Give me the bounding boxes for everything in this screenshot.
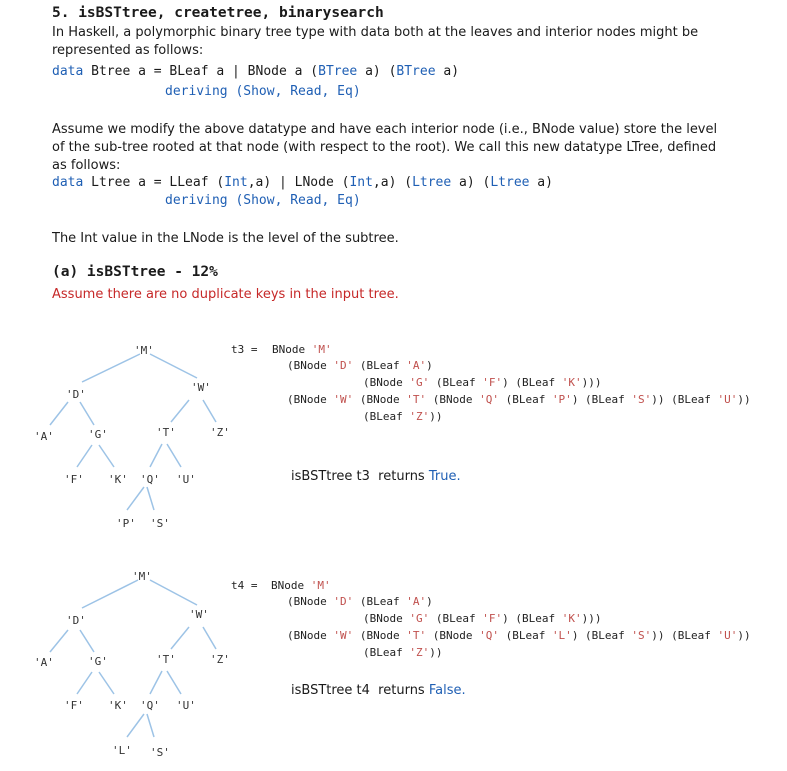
type-name: Ltree (490, 175, 530, 190)
t4-code-line (363, 646, 442, 659)
code-text: a) ( (451, 175, 491, 190)
char-literal: 'Q' (479, 393, 499, 406)
char-literal: 'F' (482, 376, 503, 389)
node-T: 'T' (156, 426, 176, 439)
code-text: (BNode (353, 629, 407, 642)
char-literal: 'U' (717, 393, 738, 406)
tree-edge (203, 400, 216, 422)
tree-edge (82, 354, 140, 382)
code-text: (BLeaf (363, 646, 410, 659)
char-literal: 'S' (631, 629, 652, 642)
code-text: )) (BLeaf (651, 629, 718, 642)
char-literal: 'T' (406, 629, 427, 642)
node-F: 'F' (64, 473, 84, 486)
char-literal: 'Z' (409, 646, 430, 659)
t3-code-line (287, 359, 433, 372)
node-K: 'K' (108, 473, 128, 486)
type-name: Ltree (412, 175, 452, 190)
node-S: 'S' (150, 517, 170, 530)
code-text: )) (737, 629, 751, 642)
code-text: (BLeaf (498, 393, 552, 406)
tree-edge (82, 580, 138, 608)
part-a-assumption: Assume there are no duplicate keys in the input tree. (52, 287, 399, 302)
code-text: BNode (272, 343, 312, 356)
code-text: (BNode (363, 612, 410, 625)
type-name: Int (349, 175, 373, 190)
code-text: (BLeaf (429, 612, 483, 625)
t4-code-line (287, 595, 433, 608)
node-M: 'M' (132, 570, 152, 583)
code-text: (BLeaf (353, 595, 407, 608)
node-Z: 'Z' (210, 653, 230, 666)
code-text: (BNode (426, 393, 480, 406)
tree-edge (147, 714, 154, 737)
type-name: BTree (318, 64, 358, 79)
code-text: Btree a = BLeaf a | BNode a ( (83, 64, 319, 79)
node-D: 'D' (66, 388, 86, 401)
section-title: 5. isBSTtree, createtree, binarysearch (52, 5, 384, 21)
char-literal: 'A' (406, 359, 427, 372)
node-L: 'L' (112, 744, 132, 757)
code-text: ) (426, 595, 433, 608)
btree-definition (52, 64, 459, 79)
code-text: (BNode (287, 359, 334, 372)
result-value: True. (428, 469, 461, 484)
node-D: 'D' (66, 614, 86, 627)
tree-edge (150, 671, 162, 694)
code-text: a) (529, 175, 553, 190)
tree-edge (171, 400, 189, 422)
node-Q: 'Q' (140, 473, 160, 486)
node-T: 'T' (156, 653, 176, 666)
node-W: 'W' (191, 381, 211, 394)
tree-edge (171, 627, 189, 649)
type-name: BTree (396, 64, 436, 79)
tree-edge (50, 402, 68, 425)
keyword: data (52, 175, 84, 190)
char-literal: 'K' (561, 376, 582, 389)
modify-paragraph: Assume we modify the above datatype and have each interior node (i.e., BNode value) store the level of the sub-tree rooted at that node (with respect to the root). We call this new datatype LTree, defined as follows: (52, 122, 718, 173)
tree-diagram-t4 (0, 560, 260, 770)
ltree-definition (52, 175, 553, 190)
btree-deriving: deriving (Show, Read, Eq) (165, 84, 361, 99)
node-K: 'K' (108, 699, 128, 712)
char-literal: 'T' (406, 393, 427, 406)
char-literal: 'F' (482, 612, 503, 625)
code-text: (BNode (287, 595, 334, 608)
t3-code-line (287, 393, 751, 406)
t3-result (291, 469, 461, 484)
char-literal: 'U' (717, 629, 738, 642)
node-U: 'U' (176, 699, 196, 712)
keyword: data (52, 64, 84, 79)
node-P: 'P' (116, 517, 136, 530)
char-literal: 'Z' (409, 410, 430, 423)
code-text: ,a) ( (372, 175, 413, 190)
code-text: )) (429, 410, 443, 423)
char-literal: 'W' (333, 393, 354, 406)
char-literal: 'M' (311, 343, 332, 356)
code-text: ))) (581, 612, 602, 625)
t3-code-line (363, 410, 442, 423)
node-Z: 'Z' (210, 426, 230, 439)
t4-label: t4 = (231, 579, 258, 592)
code-text: (BLeaf (353, 359, 407, 372)
code-text: ) (BLeaf (571, 629, 632, 642)
result-text: isBSTtree t4 returns (291, 683, 429, 698)
char-literal: 'W' (333, 629, 354, 642)
char-literal: 'K' (561, 612, 582, 625)
type-name: Int (224, 175, 248, 190)
char-literal: 'A' (406, 595, 427, 608)
tree-edge (77, 672, 92, 694)
code-text: )) (BLeaf (651, 393, 718, 406)
t3-code-line (363, 376, 601, 389)
tree-edge (127, 487, 144, 510)
node-A: 'A' (34, 656, 54, 669)
t4-code-line (363, 612, 601, 625)
tree-edge (99, 672, 114, 694)
node-Q: 'Q' (140, 699, 160, 712)
ltree-deriving: deriving (Show, Read, Eq) (165, 193, 361, 208)
node-W: 'W' (189, 608, 209, 621)
t4-code-line (287, 629, 751, 642)
node-U: 'U' (176, 473, 196, 486)
node-A: 'A' (34, 430, 54, 443)
code-text: a) ( (357, 64, 397, 79)
t4-result (291, 683, 466, 698)
code-text: BNode (271, 579, 311, 592)
tree-edge (80, 630, 94, 652)
node-G: 'G' (88, 655, 108, 668)
code-text: ,a) | LNode ( (247, 175, 350, 190)
code-text: a) (435, 64, 460, 79)
tree-edge (150, 354, 197, 378)
code-text: (BNode (363, 376, 410, 389)
result-value: False. (428, 683, 466, 698)
char-literal: 'D' (333, 359, 354, 372)
code-text: (BLeaf (498, 629, 552, 642)
t3-label: t3 = (231, 343, 258, 356)
t4-code-line (271, 579, 331, 592)
code-text: (BNode (287, 393, 334, 406)
code-text: ) (BLeaf (571, 393, 632, 406)
char-literal: 'G' (409, 376, 430, 389)
tree-edge (80, 402, 94, 425)
char-literal: 'P' (551, 393, 572, 406)
code-text: ))) (581, 376, 602, 389)
node-M: 'M' (134, 344, 154, 357)
tree-edge (99, 445, 114, 467)
code-text: (BNode (287, 629, 334, 642)
code-text: ) (BLeaf (502, 612, 562, 625)
t3-code-line (272, 343, 332, 356)
part-a-heading: (a) isBSTtree - 12% (52, 264, 218, 280)
code-text: (BNode (426, 629, 480, 642)
code-text: )) (737, 393, 751, 406)
result-text: isBSTtree t3 returns (291, 469, 429, 484)
intro-paragraph: In Haskell, a polymorphic binary tree type with data both at the leaves and interior nodes might be represented as follows: (52, 25, 699, 58)
code-text: ) (426, 359, 433, 372)
tree-diagram-t3 (0, 330, 260, 540)
char-literal: 'G' (409, 612, 430, 625)
char-literal: 'L' (551, 629, 572, 642)
code-text: (BLeaf (429, 376, 483, 389)
tree-edge (127, 714, 144, 737)
node-G: 'G' (88, 428, 108, 441)
char-literal: 'M' (310, 579, 331, 592)
tree-edge (150, 444, 162, 467)
tree-edge (203, 627, 216, 649)
code-text: (BNode (353, 393, 407, 406)
tree-edge (150, 580, 197, 605)
code-text: (BLeaf (363, 410, 410, 423)
node-F: 'F' (64, 699, 84, 712)
tree-edge (167, 671, 181, 694)
tree-edge (77, 445, 92, 467)
char-literal: 'Q' (479, 629, 499, 642)
code-text: Ltree a = LLeaf ( (83, 175, 225, 190)
tree-edge (147, 487, 154, 510)
code-text: )) (429, 646, 443, 659)
code-text: ) (BLeaf (502, 376, 562, 389)
tree-edge (50, 630, 68, 652)
tree-edge (167, 444, 181, 467)
node-S: 'S' (150, 746, 170, 759)
int-note: The Int value in the LNode is the level of the subtree. (52, 231, 399, 246)
char-literal: 'D' (333, 595, 354, 608)
char-literal: 'S' (631, 393, 652, 406)
